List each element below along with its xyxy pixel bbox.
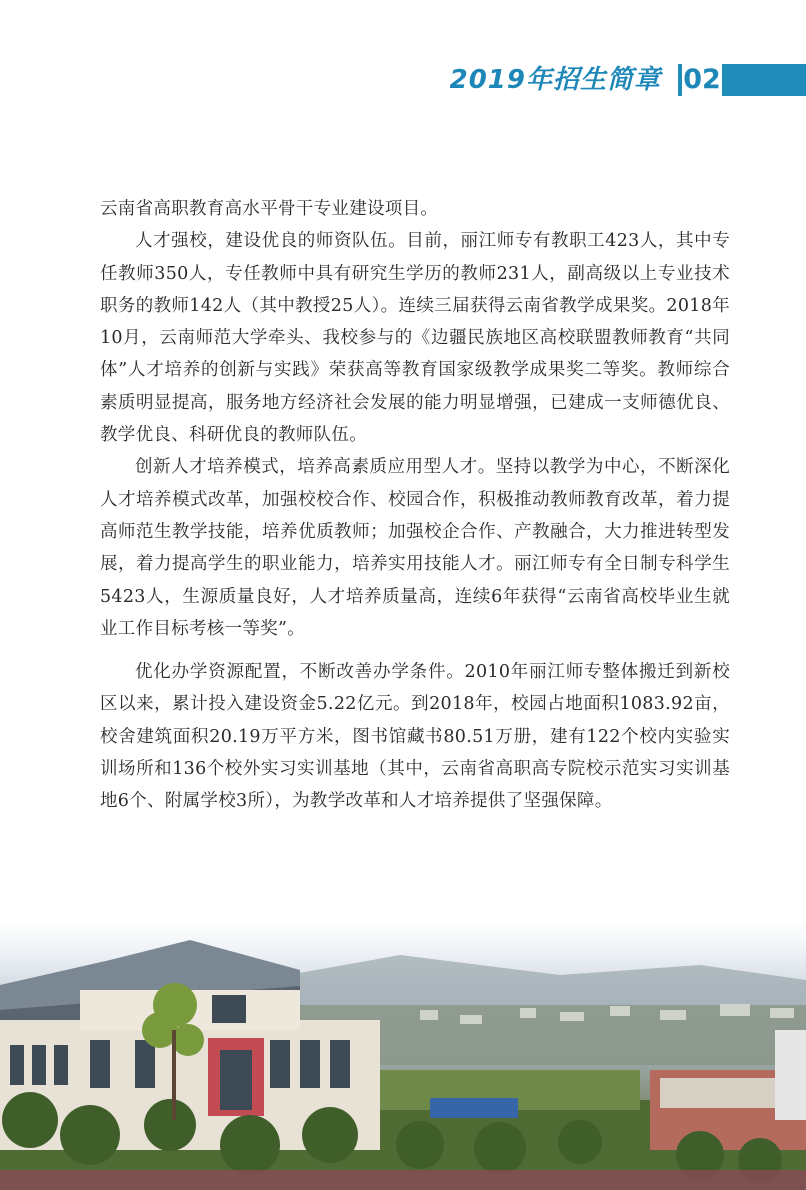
campus-photo [0, 920, 806, 1190]
page-number: 02 [683, 64, 721, 95]
paragraph-continued: 云南省高职教育高水平骨干专业建设项目。 [100, 199, 439, 219]
paragraph-faculty: 人才强校，建设优良的师资队伍。目前，丽江师专有教职工423人，其中专任教师350人，专任教师中具有研究生学历的教师231人，副高级以上专业技术职务的教师142人（其中教授25人）。连续三届获得云南省教学成果奖。2018年10月，云南师范大学牵头、我校参与的《边疆民族地区高校联盟教师教育“共同体”人才培养的创新与实践》荣获高等教育国家级教学成果奖二等奖。教师综合素质明显提高，服务地方经济社会发展的能力明显增强，已建成一支师德优良、教学优良、科研优良的教师队伍。 [100, 231, 730, 446]
page-header [0, 62, 806, 98]
paragraph-resources: 优化办学资源配置，不断改善办学条件。2010年丽江师专整体搬迁到新校区以来，累计投入建设资金5.22亿元。到2018年，校园占地面积1083.92亩，校舍建筑面积20.19万平方米，图书馆藏书80.51万册，建有122个校内实验实训场所和136个校外实习实训基地（其中，云南省高职高专院校示范实习实训基地6个、附属学校3所），为教学改革和人才培养提供了坚强保障。 [100, 662, 730, 812]
campus-illustration [0, 920, 806, 1190]
body-text [100, 193, 730, 818]
header-accent-bar [678, 64, 806, 96]
brochure-title: 2019年招生简章 [449, 65, 661, 95]
paragraph-training-model: 创新人才培养模式，培养高素质应用型人才。坚持以教学为中心，不断深化人才培养模式改革，加强校校合作、校园合作，积极推动教师教育改革，着力提高师范生教学技能，培养优质教师；加强校企合作、产教融合，大力推进转型发展，着力提高学生的职业能力，培养实用技能人才。丽江师专有全日制专科学生5423人，生源质量良好，人才培养质量高，连续6年获得“云南省高校毕业生就业工作目标考核一等奖”。 [100, 457, 730, 639]
